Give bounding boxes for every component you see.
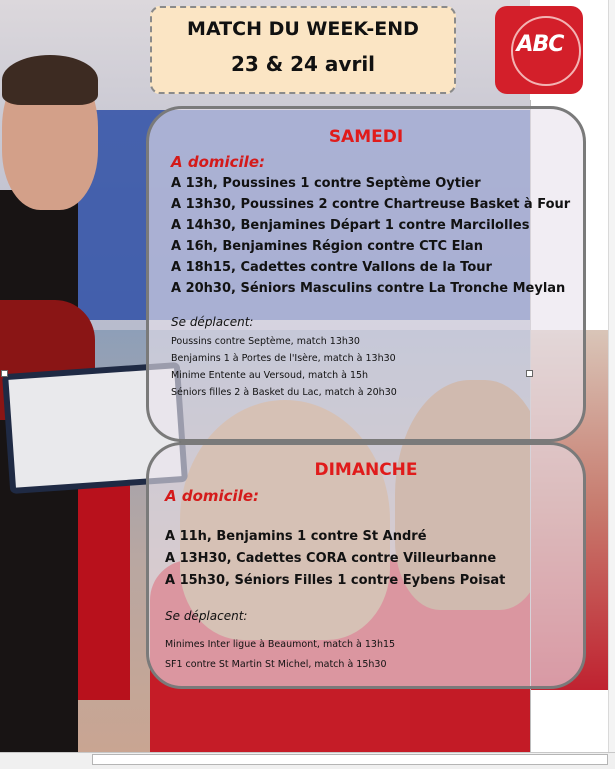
sunday-home-match: A 11h, Benjamins 1 contre St André [165,529,427,544]
saturday-panel[interactable] [146,106,586,442]
logo-text: ABC [516,32,564,57]
sunday-away-label: Se déplacent: [165,609,248,623]
sunday-title: DIMANCHE [314,460,418,480]
title-box[interactable] [150,6,456,94]
selection-handle[interactable] [526,370,533,377]
club-logo [495,6,583,94]
saturday-home-match: A 14h30, Benjamines Départ 1 contre Marcilolles [171,218,530,233]
saturday-home-match: A 16h, Benjamines Région contre CTC Elan [171,239,483,254]
sunday-panel[interactable] [146,442,586,689]
sunday-away-match: Minimes Inter ligue à Beaumont, match à 13h15 [165,639,396,650]
saturday-home-match: A 18h15, Cadettes contre Vallons de la Tour [171,260,492,275]
saturday-home-match: A 20h30, Séniors Masculins contre La Tronche Meylan [171,281,566,296]
saturday-home-label: A domicile: [171,153,265,171]
saturday-away-match: Séniors filles 2 à Basket du Lac, match à 20h30 [171,387,397,398]
flyer-title: MATCH DU WEEK-END [187,18,419,40]
sunday-away-match: SF1 contre St Martin St Michel, match à 15h30 [165,659,387,670]
selection-handle[interactable] [1,370,8,377]
saturday-away-match: Minime Entente au Versoud, match à 15h [171,370,369,381]
saturday-away-label: Se déplacent: [171,315,254,329]
coach-hair [2,55,98,105]
vertical-scrollbar[interactable] [608,0,615,752]
sunday-home-match: A 13H30, Cadettes CORA contre Villeurbanne [165,551,497,566]
flyer-dates: 23 & 24 avril [230,52,376,76]
sunday-home-match: A 15h30, Séniors Filles 1 contre Eybens Poisat [165,573,506,588]
saturday-home-match: A 13h30, Poussines 2 contre Chartreuse Basket à Four [171,197,571,212]
sunday-home-label: A domicile: [165,487,259,505]
saturday-away-match: Benjamins 1 à Portes de l'Isère, match à 13h30 [171,353,396,364]
saturday-title: SAMEDI [328,127,404,147]
horizontal-scrollbar-thumb[interactable] [92,754,608,765]
saturday-away-match: Poussins contre Septème, match 13h30 [171,336,360,347]
saturday-home-match: A 13h, Poussines 1 contre Septème Oytier [171,176,481,191]
